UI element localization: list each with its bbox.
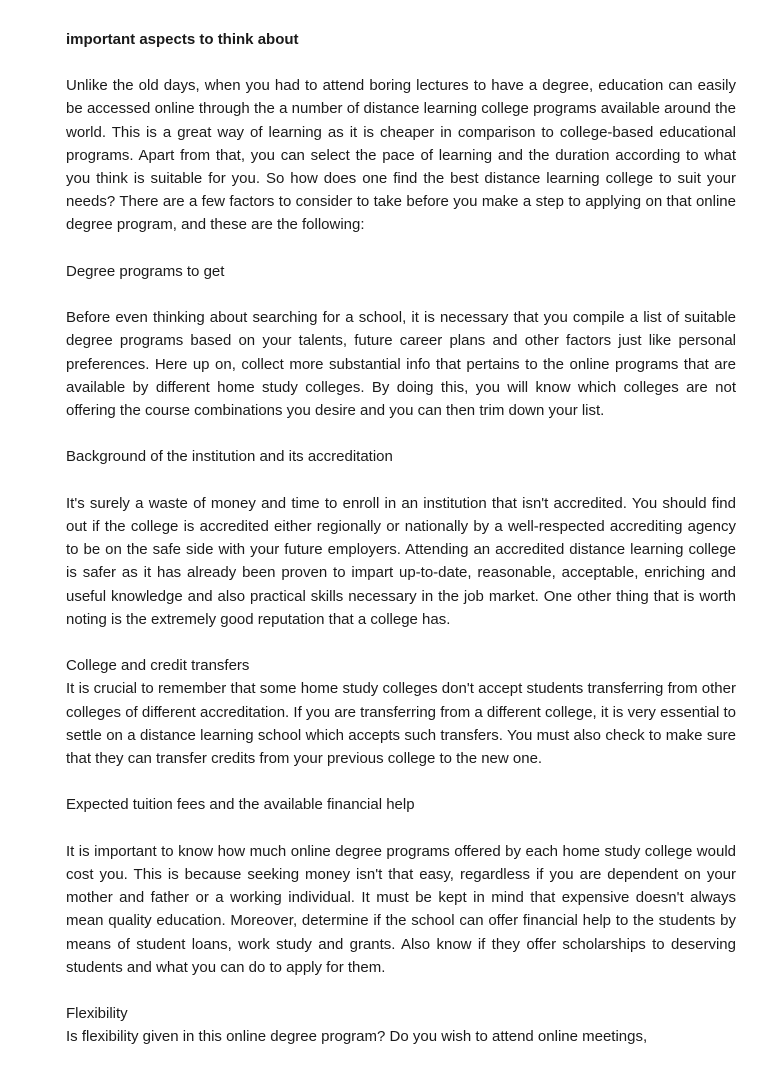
document-page [66,28,736,1049]
section-body-degree-programs: Before even thinking about searching for a school, it is necessary that you compile a list of suitable degree programs based on your talents, future career plans and other factors just like personal preferences. Here up on, collect more substantial info that pertains to the online programs that are available by different home study colleges. By doing this, you will know which colleges are not offering the course combinations you desire and you can then trim down your list. [66,309,736,420]
section-heading-degree-programs: Degree programs to get [66,262,225,280]
section-heading-credit-transfers: College and credit transfers [66,657,250,675]
section-heading-accreditation: Background of the institution and its accreditation [66,448,393,466]
document-title: important aspects to think about [66,31,299,48]
section-heading-tuition-fees: Expected tuition fees and the available financial help [66,796,415,814]
intro-paragraph: Unlike the old days, when you had to attend boring lectures to have a degree, education can easily be accessed online through the a number of distance learning college programs available around the world. This is a great way of learning as it is cheaper in comparison to college-based educational programs. Apart from that, you can select the pace of learning and the duration according to what you think is suitable for you. So how does one find the best distance learning college to suit your needs? There are a few factors to consider to take before you make a step to applying on that online degree program, and these are the following: [66,77,736,234]
section-heading-flexibility: Flexibility [66,1005,128,1023]
section-body-flexibility: Is flexibility given in this online degree program? Do you wish to attend online meetings, [66,1028,648,1046]
section-body-accreditation: It's surely a waste of money and time to enroll in an institution that isn't accredited. You should find out if the college is accredited either regionally or nationally by a well-respected accrediting agency to be on the safe side with your future employers. Attending an accredited distance learning college is safer as it has already been proven to impart up-to-date, reasonable, acceptable, enriching and useful knowledge and also practical skills necessary in the job market. One other thing that is worth noting is the extremely good reputation that a college has. [66,494,736,628]
section-body-credit-transfers: It is crucial to remember that some home study colleges don't accept students transferring from other colleges of different accreditation. If you are transferring from a different college, it is very essential to settle on a distance learning school which accepts such transfers. You must also check to make sure that they can transfer credits from your previous college to the new one. [66,680,736,768]
section-body-tuition-fees: It is important to know how much online degree programs offered by each home study college would cost you. This is because seeking money isn't that easy, regardless if you are dependent on your mother and father or a working individual. It must be kept in mind that expensive doesn't always mean quality education. Moreover, determine if the school can offer financial help to the students by means of student loans, work study and grants. Also know if they offer scholarships to deserving students and what you can do to apply for them. [66,842,736,976]
